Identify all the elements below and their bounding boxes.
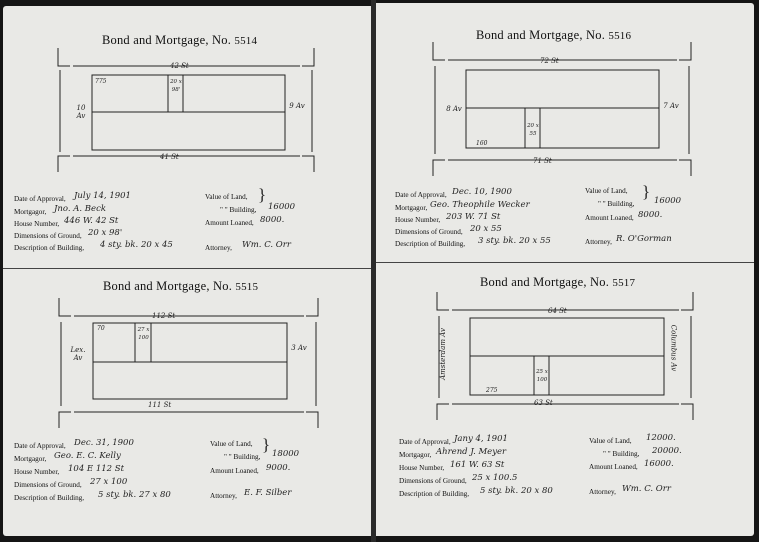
attorney-label: Attorney, <box>585 238 612 246</box>
frontage-distance: 70 <box>97 325 105 332</box>
bracket-mark: } <box>262 435 271 454</box>
right-avenue-label: 7 Av <box>663 102 679 110</box>
record-title: Bond and Mortgage, No. 5516 <box>476 28 632 42</box>
bottom-street-label: 63 St <box>534 399 553 407</box>
record-title: Bond and Mortgage, No. 5517 <box>480 275 636 289</box>
building-value-label: " " Building, <box>598 200 635 208</box>
lot-dimensions: 27 x 100 <box>137 327 150 341</box>
amount-loaned-value: 8000. <box>638 210 663 220</box>
building-value: 16000 <box>268 202 296 212</box>
attorney-value: Wm. C. Orr <box>622 484 671 494</box>
amount-loaned-label: Amount Loaned, <box>589 463 638 471</box>
bracket-mark: } <box>258 185 267 204</box>
left-avenue-label: Amsterdam Av <box>438 328 447 380</box>
building-value-label: " " Building, <box>220 206 257 214</box>
building-value: 20000. <box>652 446 682 456</box>
mortgagor-value: Jno. A. Beck <box>54 204 106 214</box>
lot-dimensions: 25 x 100 <box>536 369 548 383</box>
frontage-distance: 160 <box>476 140 488 147</box>
top-street-label: 64 St <box>548 307 567 315</box>
description-value: 5 sty. bk. 20 x 80 <box>480 486 553 496</box>
top-street-label: 42 St <box>170 62 189 70</box>
attorney-label: Attorney, <box>205 244 232 252</box>
land-value-label: Value of Land, <box>589 437 632 445</box>
amount-loaned-value: 8000. <box>260 215 285 225</box>
land-value: 12000. <box>646 433 676 443</box>
bottom-street-label: 71 St <box>533 157 552 165</box>
amount-loaned-value: 16000. <box>644 459 674 469</box>
lot-dimensions: 20 x 98' <box>170 79 182 93</box>
bracket-mark: } <box>642 182 651 201</box>
attorney-label: Attorney, <box>589 488 616 496</box>
dimensions-label: Dimensions of Ground, <box>395 228 463 236</box>
mortgagor-value: Geo. Theophile Wecker <box>430 200 530 210</box>
record-title: Bond and Mortgage, No. 5514 <box>102 33 258 47</box>
amount-loaned-label: Amount Loaned, <box>210 467 259 475</box>
date-label: Date of Approval, <box>395 191 447 199</box>
dimensions-label: Dimensions of Ground, <box>14 481 82 489</box>
description-label: Description of Building, <box>14 244 85 252</box>
description-label: Description of Building, <box>399 490 470 498</box>
description-value: 5 sty. bk. 27 x 80 <box>98 490 171 500</box>
left-avenue-label: 8 Av <box>446 105 462 113</box>
record-title: Bond and Mortgage, No. 5515 <box>103 279 259 293</box>
land-value-label: Value of Land, <box>205 193 248 201</box>
description-label: Description of Building, <box>395 240 466 248</box>
mortgagor-label: Mortgagor, <box>395 204 428 212</box>
land-value-label: Value of Land, <box>210 440 253 448</box>
house-number-value: 161 W. 63 St <box>450 460 505 470</box>
dimensions-label: Dimensions of Ground, <box>14 232 82 240</box>
mortgagor-label: Mortgagor, <box>14 455 47 463</box>
mortgagor-value: Ahrend J. Meyer <box>436 447 507 457</box>
frontage-distance: 275 <box>486 387 498 394</box>
dimensions-value: 27 x 100 <box>90 477 128 487</box>
building-value: 18000 <box>272 449 300 459</box>
dimensions-value: 20 x 55 <box>470 224 502 234</box>
top-street-label: 72 St <box>540 57 559 65</box>
mortgagor-label: Mortgagor, <box>14 208 47 216</box>
date-value: Dec. 10, 1900 <box>452 187 512 197</box>
left-avenue-label: 10 Av <box>76 104 86 120</box>
right-avenue-label: 9 Av <box>289 102 305 110</box>
land-value-label: Value of Land, <box>585 187 628 195</box>
bottom-street-label: 41 St <box>160 153 179 161</box>
description-value: 4 sty. bk. 20 x 45 <box>100 240 173 250</box>
building-value-label: " " Building, <box>603 450 640 458</box>
dimensions-label: Dimensions of Ground, <box>399 477 467 485</box>
amount-loaned-value: 9000. <box>266 463 291 473</box>
building-value-label: " " Building, <box>224 453 261 461</box>
description-value: 3 sty. bk. 20 x 55 <box>478 236 551 246</box>
date-value: Jany 4, 1901 <box>454 434 508 444</box>
house-number-label: House Number, <box>399 464 445 472</box>
house-number-label: House Number, <box>395 216 441 224</box>
attorney-label: Attorney, <box>210 492 237 500</box>
dimensions-value: 20 x 98' <box>88 228 123 238</box>
left-avenue-label: Lex. Av <box>70 346 86 362</box>
attorney-value: R. O'Gorman <box>616 234 672 244</box>
mortgagor-value: Geo. E. C. Kelly <box>54 451 121 461</box>
attorney-value: E. F. Silber <box>244 488 292 498</box>
house-number-label: House Number, <box>14 468 60 476</box>
building-value: 16000 <box>654 196 682 206</box>
house-number-label: House Number, <box>14 220 60 228</box>
bottom-street-label: 111 St <box>148 401 172 409</box>
right-avenue-label: 3 Av <box>291 344 307 352</box>
frontage-distance: 775 <box>95 78 107 85</box>
house-number-value: 203 W. 71 St <box>446 212 501 222</box>
description-label: Description of Building, <box>14 494 85 502</box>
date-label: Date of Approval, <box>14 442 66 450</box>
house-number-value: 446 W. 42 St <box>64 216 119 226</box>
date-label: Date of Approval, <box>399 438 451 446</box>
top-street-label: 112 St <box>152 312 176 320</box>
lot-dimensions: 20 x 55 <box>527 123 539 137</box>
dimensions-value: 25 x 100.5 <box>472 473 518 483</box>
amount-loaned-label: Amount Loaned, <box>205 219 254 227</box>
date-value: Dec. 31, 1900 <box>74 438 134 448</box>
amount-loaned-label: Amount Loaned, <box>585 214 634 222</box>
mortgagor-label: Mortgagor, <box>399 451 432 459</box>
right-avenue-label: Columbus Av <box>669 324 678 372</box>
house-number-value: 104 E 112 St <box>68 464 124 474</box>
date-value: July 14, 1901 <box>74 191 131 201</box>
attorney-value: Wm. C. Orr <box>242 240 291 250</box>
date-label: Date of Approval, <box>14 195 66 203</box>
